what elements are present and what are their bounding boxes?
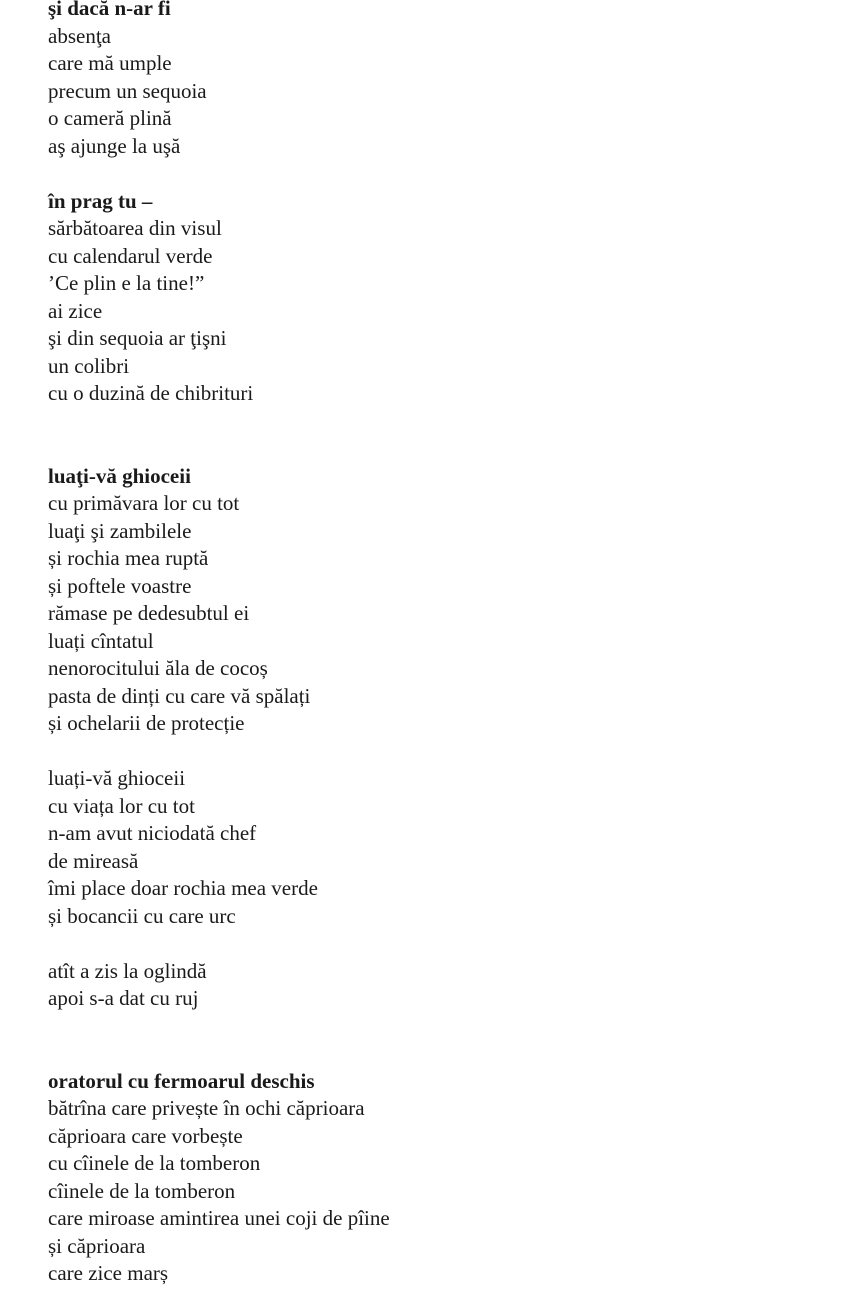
poem-line: absenţa: [48, 23, 111, 48]
poem-line: n-am avut niciodată chef: [48, 821, 257, 845]
poem-line: luați-vă ghioceii: [48, 766, 186, 790]
poem-line: atît a zis la oglindă: [48, 958, 207, 983]
poem-line: bătrîna care privește în ochi căprioara: [48, 1096, 365, 1120]
poem-title: oratorul cu fermoarul deschis: [48, 1068, 315, 1093]
poem-line: apoi s-a dat cu ruj: [48, 986, 199, 1010]
poem-line: cu viața lor cu tot: [48, 793, 195, 818]
poem-line: și ochelarii de protecție: [48, 711, 245, 735]
stanza-gap: [48, 930, 828, 958]
poem-line: pasta de dinți cu care vă spălați: [48, 683, 311, 708]
poem-line: cu primăvara lor cu tot: [48, 491, 240, 515]
poem-line: și rochia mea ruptă: [48, 546, 209, 570]
poem-line: care zice marș: [48, 1261, 169, 1285]
poem-line: care mă umple: [48, 51, 172, 75]
poem-title: luaţi-vă ghioceii: [48, 463, 191, 488]
poem-line: și căprioara: [48, 1233, 146, 1258]
poem-line: cu cîinele de la tomberon: [48, 1151, 261, 1175]
poem-line: cu calendarul verde: [48, 243, 213, 268]
poem-line: ’Ce plin e la tine!”: [48, 271, 205, 295]
stanza-gap: [48, 160, 828, 188]
poem-line: precum un sequoia: [48, 78, 207, 103]
poem-line: rămase pe dedesubtul ei: [48, 601, 250, 625]
poem-page: [48, 0, 828, 1288]
poem-gap: [48, 1013, 828, 1068]
poem-line: ai zice: [48, 298, 103, 323]
poem-line: nenorocitului ăla de cocoș: [48, 656, 268, 680]
poem-line: de mireasă: [48, 848, 139, 873]
poem-gap: [48, 408, 828, 463]
poem-line: care miroase amintirea unei coji de pîine: [48, 1206, 390, 1230]
poem-line: cîinele de la tomberon: [48, 1178, 236, 1203]
poem-line: căprioara care vorbește: [48, 1123, 243, 1148]
poem-line: cu o duzină de chibrituri: [48, 381, 254, 405]
poem-line: și bocancii cu care urc: [48, 903, 236, 928]
poem-line: îmi place doar rochia mea verde: [48, 876, 318, 900]
poem-line: un colibri: [48, 353, 130, 378]
poem-line: luați cîntatul: [48, 628, 154, 653]
poem-title: în prag tu –: [48, 188, 153, 213]
poem-line: și poftele voastre: [48, 573, 192, 598]
poem-line: aş ajunge la uşă: [48, 133, 181, 158]
poem-line: şi din sequoia ar ţişni: [48, 326, 227, 350]
poem-line: sărbătoarea din visul: [48, 216, 222, 240]
poem-line: luaţi şi zambilele: [48, 518, 192, 543]
poem-line: o cameră plină: [48, 106, 172, 130]
stanza-gap: [48, 738, 828, 766]
poem-title: şi dacă n-ar fi: [48, 0, 171, 20]
